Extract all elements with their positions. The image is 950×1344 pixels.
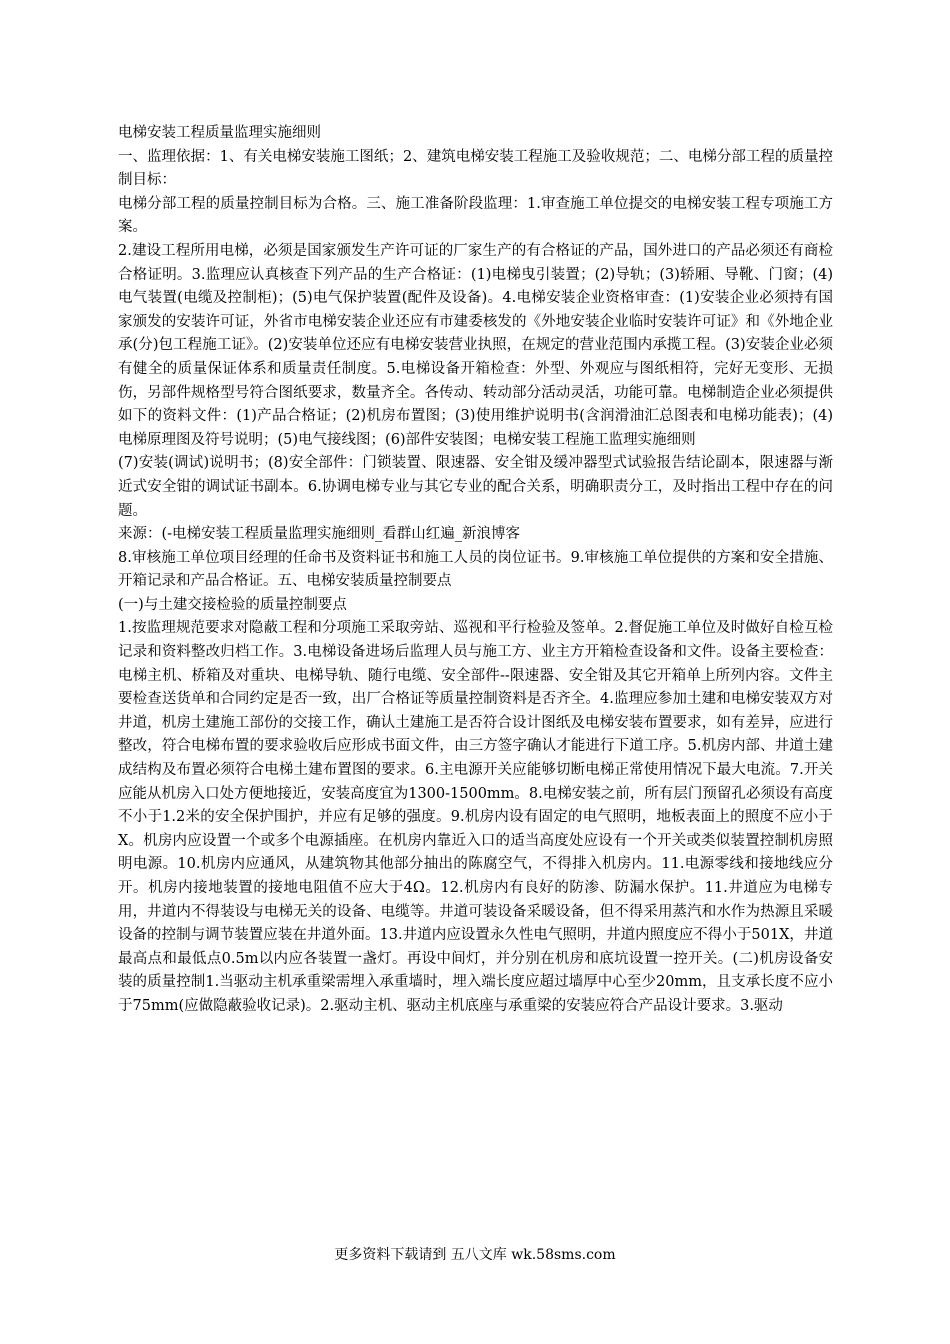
document-body xyxy=(118,122,833,1019)
document-title: 电梯安装工程质量监理实施细则 xyxy=(118,125,321,141)
paragraph-installation-docs: (7)安装(调试)说明书；(8)安全部件：门锁装置、限速器、安全钳及缓冲器型式试验报告结论副本，限速器与渐近式安全钳的调试证书副本。6.协调电梯专业与其它专业的配合关系，明确职责分工，及时指出工程中存在的问题。 xyxy=(118,455,833,519)
footer-text: 更多资料下载请到 五八文库 wk.58sms.com xyxy=(334,1247,616,1263)
paragraph-basis: 一、监理依据：1、有关电梯安装施工图纸；2、建筑电梯安装工程施工及验收规范；二、电梯分部工程的质量控制目标： xyxy=(118,148,833,189)
paragraph-quality-control: 1.按监理规范要求对隐蔽工程和分项施工采取旁站、巡视和平行检验及签单。2.督促施工单位及时做好自检互检记录和资料整改归档工作。3.电梯设备进场后监理人员与施工方、业主方开箱检查设备和文件。设备主要检查：电梯主机、桥箱及对重块、电梯导轨、随行电缆、安全部件--限速器、安全钳及其它开箱单上所列内容。文件主要检查送货单和合同约定是否一致，出厂合格证等质量控制资料是否齐全。4.监理应参加土建和电梯安装双方对井道，机房土建施工部份的交接工作，确认土建施工是否符合设计图纸及电梯安装布置要求，如有差异，应进行整改，符合电梯布置的要求验收后应形成书面文件，由三方签字确认才能进行下道工序。5.机房内部、井道土建成结构及布置必须符合电梯土建布置图的要求。6.主电源开关应能够切断电梯正常使用情况下最大电流。7.开关应能从机房入口处方便地接近，安装高度宜为1300-1500mm。8.电梯安装之前，所有层门预留孔必须设有高度不小于1.2米的安全保护围护，并应有足够的强度。9.机房内设有固定的电气照明，地板表面上的照度不应小于X。机房内应设置一个或多个电源插座。在机房内靠近入口的适当高度处应设有一个开关或类似装置控制机房照明电源。10.机房内应通风，从建筑物其他部分抽出的陈腐空气，不得排入机房内。11.电源零线和接地线应分开。机房内接地装置的接地电阻值不应大于4Ω。12.机房内有良好的防渗、防漏水保护。11.井道应为电梯专用，井道内不得装设与电梯无关的设备、电缆等。井道可装设备采暖设备，但不得采用蒸汽和水作为热源且采暖设备的控制与调节装置应装在井道外面。13.井道内应设置永久性电气照明，井道内照度应不得小于501X，井道最高点和最低点0.5m以内应各装置一盏灯。再设中间灯，并分别在机房和底坑设置一控开关。(二)机房设备安装的质量控制1.当驱动主机承重梁需埋入承重墙时，埋入端长度应超过墙厚中心至少20mm，且支承长度不应小于75mm(应做隐蔽验收记录)。2.驱动主机、驱动主机底座与承重梁的安装应符合产品设计要求。3.驱动 xyxy=(118,620,833,1014)
paragraph-preparation: 2.建设工程所用电梯，必须是国家颁发生产许可证的厂家生产的有合格证的产品，国外进口的产品必须还有商检合格证明。3.监理应认真核查下列产品的生产合格证：(1)电梯曳引装置；(2)导轨；(3)轿厢、导靴、门窗；(4)电气装置(电缆及控制柜)；(5)电气保护装置(配件及设备)。4.电梯安装企业资格审查：(1)安装企业必须持有国家颁发的安装许可证，外省市电梯安装企业还应有市建委核发的《外地安装企业临时安装许可证》和《外地企业承(分)包工程施工证》。(2)安装单位还应有电梯安装营业执照，在规定的营业范围内承揽工程。(3)安装企业必须有健全的质量保证体系和质量责任制度。5.电梯设备开箱检查：外型、外观应与图纸相符，完好无变形、无损伤，另部件规格型号符合图纸要求，数量齐全。各传动、转动部分活动灵活，功能可靠。电梯制造企业必须提供如下的资料文件：(1)产品合格证；(2)机房布置图；(3)使用维护说明书(含润滑油汇总图表和电梯功能表)；(4)电梯原理图及符号说明；(5)电气接线图；(6)部件安装图；电梯安装工程施工监理实施细则 xyxy=(118,242,833,448)
paragraph-source: 来源：(-电梯安装工程质量监理实施细则_看群山红遍_新浪博客 xyxy=(118,526,521,543)
paragraph-review: 8.审核施工单位项目经理的任命书及资料证书和施工人员的岗位证书。9.审核施工单位提供的方案和安全措施、开箱记录和产品合格证。五、电梯安装质量控制要点 xyxy=(118,549,833,590)
paragraph-control-target: 电梯分部工程的质量控制目标为合格。三、施工准备阶段监理：1.审查施工单位提交的电梯安装工程专项施工方案。 xyxy=(118,195,833,236)
paragraph-section-heading: (一)与土建交接检验的质量控制要点 xyxy=(118,596,347,613)
